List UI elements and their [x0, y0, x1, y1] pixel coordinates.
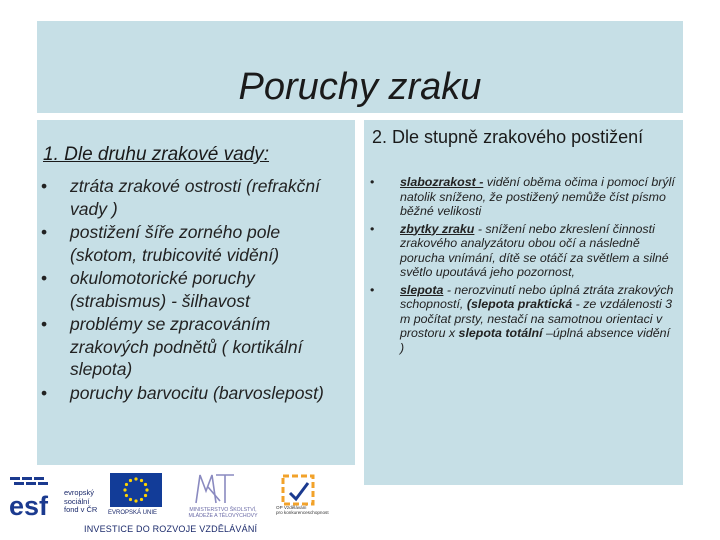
- eu-star: [125, 494, 128, 497]
- eu-star: [125, 483, 128, 486]
- right-list: [370, 175, 675, 358]
- bullet: •: [41, 314, 48, 334]
- list-item: [41, 313, 347, 381]
- list-item: [370, 222, 675, 280]
- esf-line: fond v ČR: [64, 505, 98, 514]
- definition: - ze vzdálenosti 3 m počítat prsty, nestačí na samotnou orientaci v prostoru x: [400, 297, 673, 340]
- list-item-text: postižení šíře zorného pole (skotom, trubicovité vidění): [70, 222, 281, 265]
- op-line: OP Vzdělávání: [276, 505, 307, 510]
- msmt-logo: [190, 469, 240, 509]
- eu-flag-icon: [110, 473, 162, 507]
- right-heading: 2. Dle stupně zrakového postižení: [372, 127, 644, 147]
- eu-star: [123, 488, 126, 491]
- left-panel: [37, 120, 355, 485]
- title-panel: [37, 21, 683, 113]
- term: slepota: [400, 282, 444, 297]
- list-item-text: ztráta zrakové ostrosti (refrakční vady ): [70, 176, 320, 219]
- esf-mark: esf: [9, 491, 49, 519]
- bullet: •: [370, 282, 375, 297]
- term: slabozrakost -: [400, 175, 484, 189]
- bullet: •: [41, 176, 48, 196]
- bullet: •: [41, 268, 48, 288]
- msmt-line: MINISTERSTVO ŠKOLSTVÍ,: [189, 507, 257, 513]
- bullet: •: [41, 382, 48, 403]
- term: zbytky zraku: [400, 221, 475, 236]
- right-panel: [364, 120, 683, 485]
- bullet: •: [41, 222, 48, 242]
- eu-star: [134, 499, 137, 502]
- eu-star: [144, 494, 147, 497]
- left-list: [41, 175, 347, 405]
- definition-bold: (slepota praktická: [466, 297, 573, 311]
- eu-star: [129, 498, 132, 501]
- definition-bold: slepota totální: [458, 326, 543, 340]
- eu-star: [145, 488, 148, 491]
- eu-star: [144, 483, 147, 486]
- op-caption: [276, 505, 338, 515]
- esf-line: evropský: [64, 488, 95, 497]
- eu-star: [140, 498, 143, 501]
- op-line: pro konkurenceschopnost: [276, 510, 329, 516]
- eu-label: EVROPSKÁ UNIE: [108, 510, 158, 516]
- definition: –úplná absence vidění ): [400, 326, 670, 355]
- definition: vidění oběma očima i pomocí brýlí natolik sníženo, že postižený nemůže číst písmo běžné velikosti: [400, 175, 675, 218]
- msmt-caption: [168, 507, 278, 519]
- list-item-text: poruchy barvocitu (barvoslepost): [70, 382, 324, 403]
- msmt-line: MLÁDEŽE A TĚLOVÝCHOVY: [188, 513, 258, 519]
- eu-star: [129, 479, 132, 482]
- eu-star: [140, 479, 143, 482]
- page-title: Poruchy zraku: [238, 66, 482, 108]
- investice-footer: INVESTICE DO ROZVOJE VZDĚLÁVÁNÍ: [84, 524, 258, 534]
- definition: - snížení nebo zkreslení činnosti zrakového analyzátoru obou očí a následně porucha vnímání, dítě se otáčí za světlem a silné světlo upoutává jeho pozornost,: [400, 221, 669, 279]
- list-item: [41, 175, 347, 220]
- list-item: [370, 283, 675, 356]
- op-logo: [280, 473, 318, 507]
- list-item-text: okulomotorické poruchy (strabismus) - šilhavost: [70, 268, 255, 311]
- list-item: [41, 267, 347, 312]
- esf-line: sociální: [64, 496, 90, 506]
- esf-caption: [64, 489, 97, 515]
- definition: - nerozvinutí nebo úplná ztráta zrakových schopností,: [400, 282, 674, 311]
- left-heading: 1. Dle druhu zrakové vady:: [43, 144, 270, 165]
- list-item: [41, 221, 347, 266]
- eu-star: [134, 477, 137, 480]
- bullet: •: [370, 221, 375, 236]
- logo-strip: [0, 465, 360, 540]
- esf-logo: [8, 473, 54, 519]
- list-item: [370, 175, 675, 219]
- list-item: [41, 382, 347, 405]
- list-item-text: problémy se zpracováním zrakových podnětů ( kortikální slepota): [70, 314, 303, 379]
- bullet: •: [370, 175, 375, 189]
